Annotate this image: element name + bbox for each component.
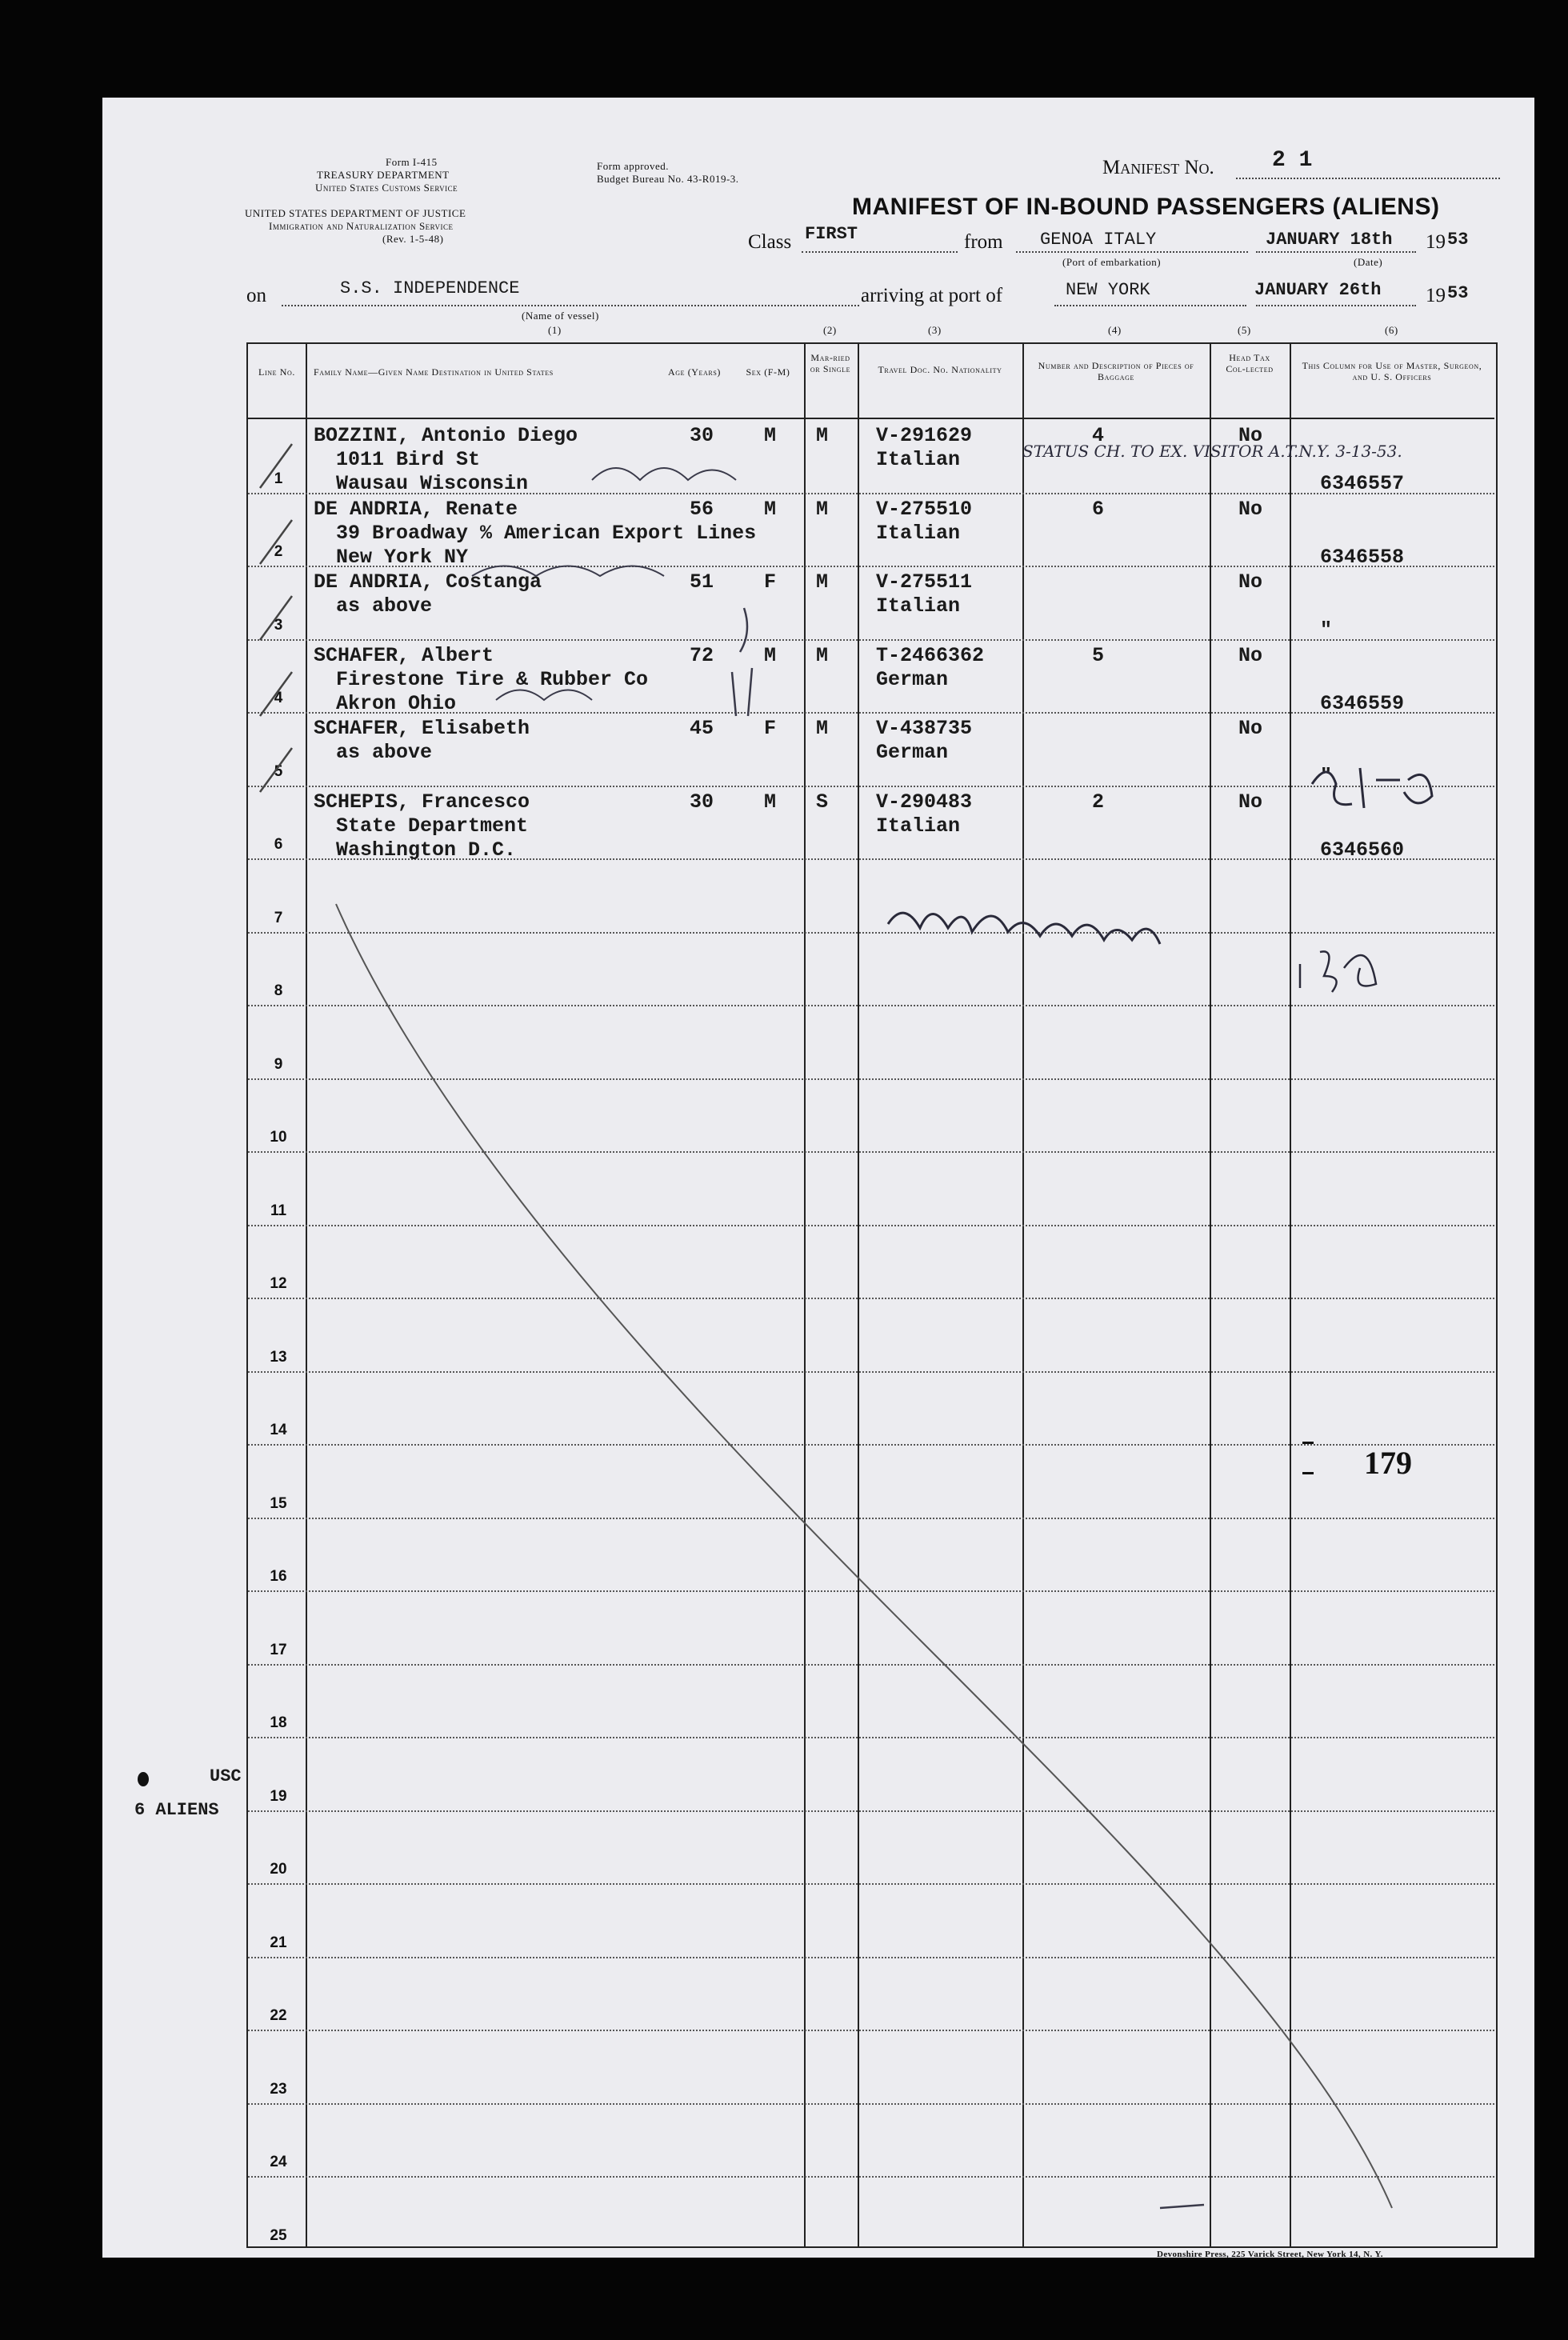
- line-number: 25: [270, 2227, 287, 2244]
- baggage-count: 5: [1092, 644, 1105, 667]
- officer-note: ": [1320, 765, 1333, 788]
- officer-note: ": [1320, 618, 1333, 642]
- col-header-married: Mar-ried or Single: [810, 352, 851, 374]
- marital-status: M: [816, 424, 829, 447]
- travel-doc-number: V-275511: [876, 570, 973, 594]
- marital-status: M: [816, 498, 829, 521]
- officer-note: 6346557: [1320, 472, 1405, 495]
- sex-value: F: [764, 570, 777, 594]
- customs-service: United States Customs Service: [315, 182, 458, 194]
- sex-value: F: [764, 717, 777, 740]
- travel-doc-number: V-275510: [876, 498, 973, 521]
- vessel-caption: (Name of vessel): [522, 310, 599, 322]
- travel-doc-number: V-290483: [876, 790, 973, 814]
- col-number: (3): [928, 324, 942, 336]
- age-value: 51: [690, 570, 714, 594]
- sex-value: M: [764, 790, 777, 814]
- col-header-name: Family Name—Given Name Destination in United States: [314, 366, 554, 378]
- justice-dept: UNITED STATES DEPARTMENT OF JUSTICE: [245, 207, 466, 219]
- arriving-label: arriving at port of: [861, 285, 1003, 306]
- line-number: 3: [274, 617, 283, 634]
- nationality: German: [876, 668, 949, 691]
- travel-doc-number: V-291629: [876, 424, 973, 447]
- line-number: 22: [270, 2007, 287, 2024]
- on-label: on: [246, 285, 266, 306]
- line-number: 4: [274, 690, 283, 706]
- line-number: 6: [274, 836, 283, 853]
- head-tax: No: [1238, 570, 1263, 594]
- destination-line-1: State Department: [336, 814, 529, 838]
- line-number: 1: [274, 470, 283, 487]
- date-value: JANUARY 18th: [1266, 230, 1393, 250]
- travel-doc-number: V-438735: [876, 717, 973, 740]
- officer-note: 6346559: [1320, 692, 1405, 715]
- sex-value: M: [764, 424, 777, 447]
- col-header-sex: Sex (F-M): [746, 366, 790, 378]
- destination-line-1: 39 Broadway % American Export Lines: [336, 522, 757, 545]
- col-header-tax: Head Tax Col-lected: [1226, 352, 1274, 374]
- line-number: 13: [270, 1349, 287, 1366]
- sex-value: M: [764, 644, 777, 667]
- passenger-name: SCHAFER, Albert: [314, 644, 494, 667]
- class-value: FIRST: [805, 224, 858, 244]
- age-value: 72: [690, 644, 714, 667]
- head-tax: No: [1238, 790, 1263, 814]
- nationality: Italian: [876, 814, 961, 838]
- destination-line-1: Firestone Tire & Rubber Co: [336, 668, 649, 691]
- line-number: 9: [274, 1056, 283, 1073]
- arrival-year-prefix: 19: [1426, 285, 1446, 306]
- destination-line-2: New York NY: [336, 546, 469, 569]
- line-number: 12: [270, 1275, 287, 1292]
- aliens-count: 6 ALIENS: [134, 1800, 219, 1820]
- destination-line-2: Washington D.C.: [336, 838, 517, 862]
- sex-value: M: [764, 498, 777, 521]
- printer-imprint: Devonshire Press, 225 Varick Street, New York 14, N. Y.: [1157, 2250, 1383, 2259]
- age-value: 45: [690, 717, 714, 740]
- nationality: Italian: [876, 522, 961, 545]
- short-dash: [1160, 2205, 1204, 2208]
- line-number: 2: [274, 543, 283, 560]
- nationality: German: [876, 741, 949, 764]
- check-strokes: [260, 444, 292, 792]
- line-number: 24: [270, 2154, 287, 2170]
- col-header-line: Line No.: [258, 366, 295, 378]
- diagonal-strike: [336, 904, 1392, 2208]
- marital-status: M: [816, 570, 829, 594]
- arrival-port: NEW YORK: [1066, 280, 1150, 300]
- line-number: 23: [270, 2081, 287, 2098]
- col-header-baggage: Number and Description of Pieces of Baggage: [1038, 360, 1194, 382]
- line-number: 14: [270, 1422, 287, 1438]
- form-approved: Form approved.: [597, 160, 670, 172]
- age-value: 30: [690, 790, 714, 814]
- passenger-name: SCHAFER, Elisabeth: [314, 717, 530, 740]
- line-number: 17: [270, 1642, 287, 1658]
- arrival-year: 53: [1447, 283, 1469, 303]
- class-label: Class: [748, 231, 792, 253]
- line-number: 8: [274, 982, 283, 999]
- line-number: 15: [270, 1495, 287, 1512]
- page-stamp: 179: [1364, 1445, 1412, 1481]
- vessel-name: S.S. INDEPENDENCE: [340, 278, 520, 298]
- revision: (Rev. 1-5-48): [382, 233, 444, 245]
- line-number: 10: [270, 1129, 287, 1146]
- signature-scribble: [888, 913, 1160, 944]
- from-label: from: [964, 231, 1003, 253]
- form-number: Form I-415: [386, 156, 438, 168]
- col-number: (4): [1108, 324, 1122, 336]
- destination-line-2: Wausau Wisconsin: [336, 472, 529, 495]
- date-year-prefix: 19: [1426, 231, 1446, 253]
- destination-line-2: Akron Ohio: [336, 692, 457, 715]
- destination-line-1: as above: [336, 741, 433, 764]
- hand-mark-a: [732, 608, 752, 716]
- passenger-name: SCHEPIS, Francesco: [314, 790, 530, 814]
- line-number: 11: [270, 1202, 287, 1219]
- col-header-age: Age (Years): [667, 366, 722, 378]
- baggage-count: 4: [1092, 424, 1105, 447]
- officer-note: 6346558: [1320, 546, 1405, 569]
- passenger-name: BOZZINI, Antonio Diego: [314, 424, 578, 447]
- line-number: 18: [270, 1714, 287, 1731]
- col-number: (6): [1385, 324, 1398, 336]
- col-header-officers: This Column for Use of Master, Surgeon, and U. S. Officers: [1302, 360, 1482, 382]
- head-tax: No: [1238, 498, 1263, 521]
- ins-service: Immigration and Naturalization Service: [269, 220, 454, 232]
- head-tax: No: [1238, 644, 1263, 667]
- destination-line-1: 1011 Bird St: [336, 448, 481, 471]
- col-number: (1): [548, 324, 562, 336]
- status-change-note: STATUS CH. TO EX. VISITOR A.T.N.Y. 3-13-53.: [1022, 442, 1402, 461]
- from-value: GENOA ITALY: [1040, 230, 1157, 250]
- manifest-label: Manifest No.: [1102, 157, 1214, 178]
- usc-label: USC: [210, 1766, 242, 1786]
- head-tax: No: [1238, 424, 1263, 447]
- fifteen-mark: [1300, 951, 1376, 992]
- arrival-date: JANUARY 26th: [1254, 280, 1382, 300]
- officer-note: 6346560: [1320, 838, 1405, 862]
- nationality: Italian: [876, 594, 961, 618]
- marital-status: M: [816, 644, 829, 667]
- manifest-title: MANIFEST OF IN-BOUND PASSENGERS (ALIENS): [852, 194, 1440, 220]
- line-number: 16: [270, 1568, 287, 1585]
- col-number: (2): [823, 324, 837, 336]
- travel-doc-number: T-2466362: [876, 644, 985, 667]
- line-number: 20: [270, 1861, 287, 1878]
- margin-scribble: [472, 468, 736, 700]
- treasury-dept: TREASURY DEPARTMENT: [317, 169, 450, 181]
- age-value: 30: [690, 424, 714, 447]
- initials-mark: [1312, 768, 1432, 808]
- passenger-name: DE ANDRIA, Renate: [314, 498, 518, 521]
- line-number: 19: [270, 1788, 287, 1805]
- col-number: (5): [1238, 324, 1251, 336]
- marital-status: M: [816, 717, 829, 740]
- baggage-count: 6: [1092, 498, 1105, 521]
- line-number: 21: [270, 1934, 287, 1951]
- age-value: 56: [690, 498, 714, 521]
- nationality: Italian: [876, 448, 961, 471]
- destination-line-1: as above: [336, 594, 433, 618]
- line-number: 5: [274, 763, 283, 780]
- line-number: 7: [274, 910, 283, 926]
- marital-status: S: [816, 790, 829, 814]
- baggage-count: 2: [1092, 790, 1105, 814]
- port-embark-caption: (Port of embarkation): [1062, 256, 1162, 268]
- col-header-travel: Travel Doc. No. Nationality: [878, 364, 1002, 375]
- passenger-name: DE ANDRIA, Costanga: [314, 570, 542, 594]
- date-year: 53: [1447, 230, 1469, 250]
- head-tax: No: [1238, 717, 1263, 740]
- date-caption: (Date): [1354, 256, 1383, 268]
- manifest-number: 2 1: [1272, 148, 1313, 173]
- budget-bureau: Budget Bureau No. 43-R019-3.: [597, 173, 739, 185]
